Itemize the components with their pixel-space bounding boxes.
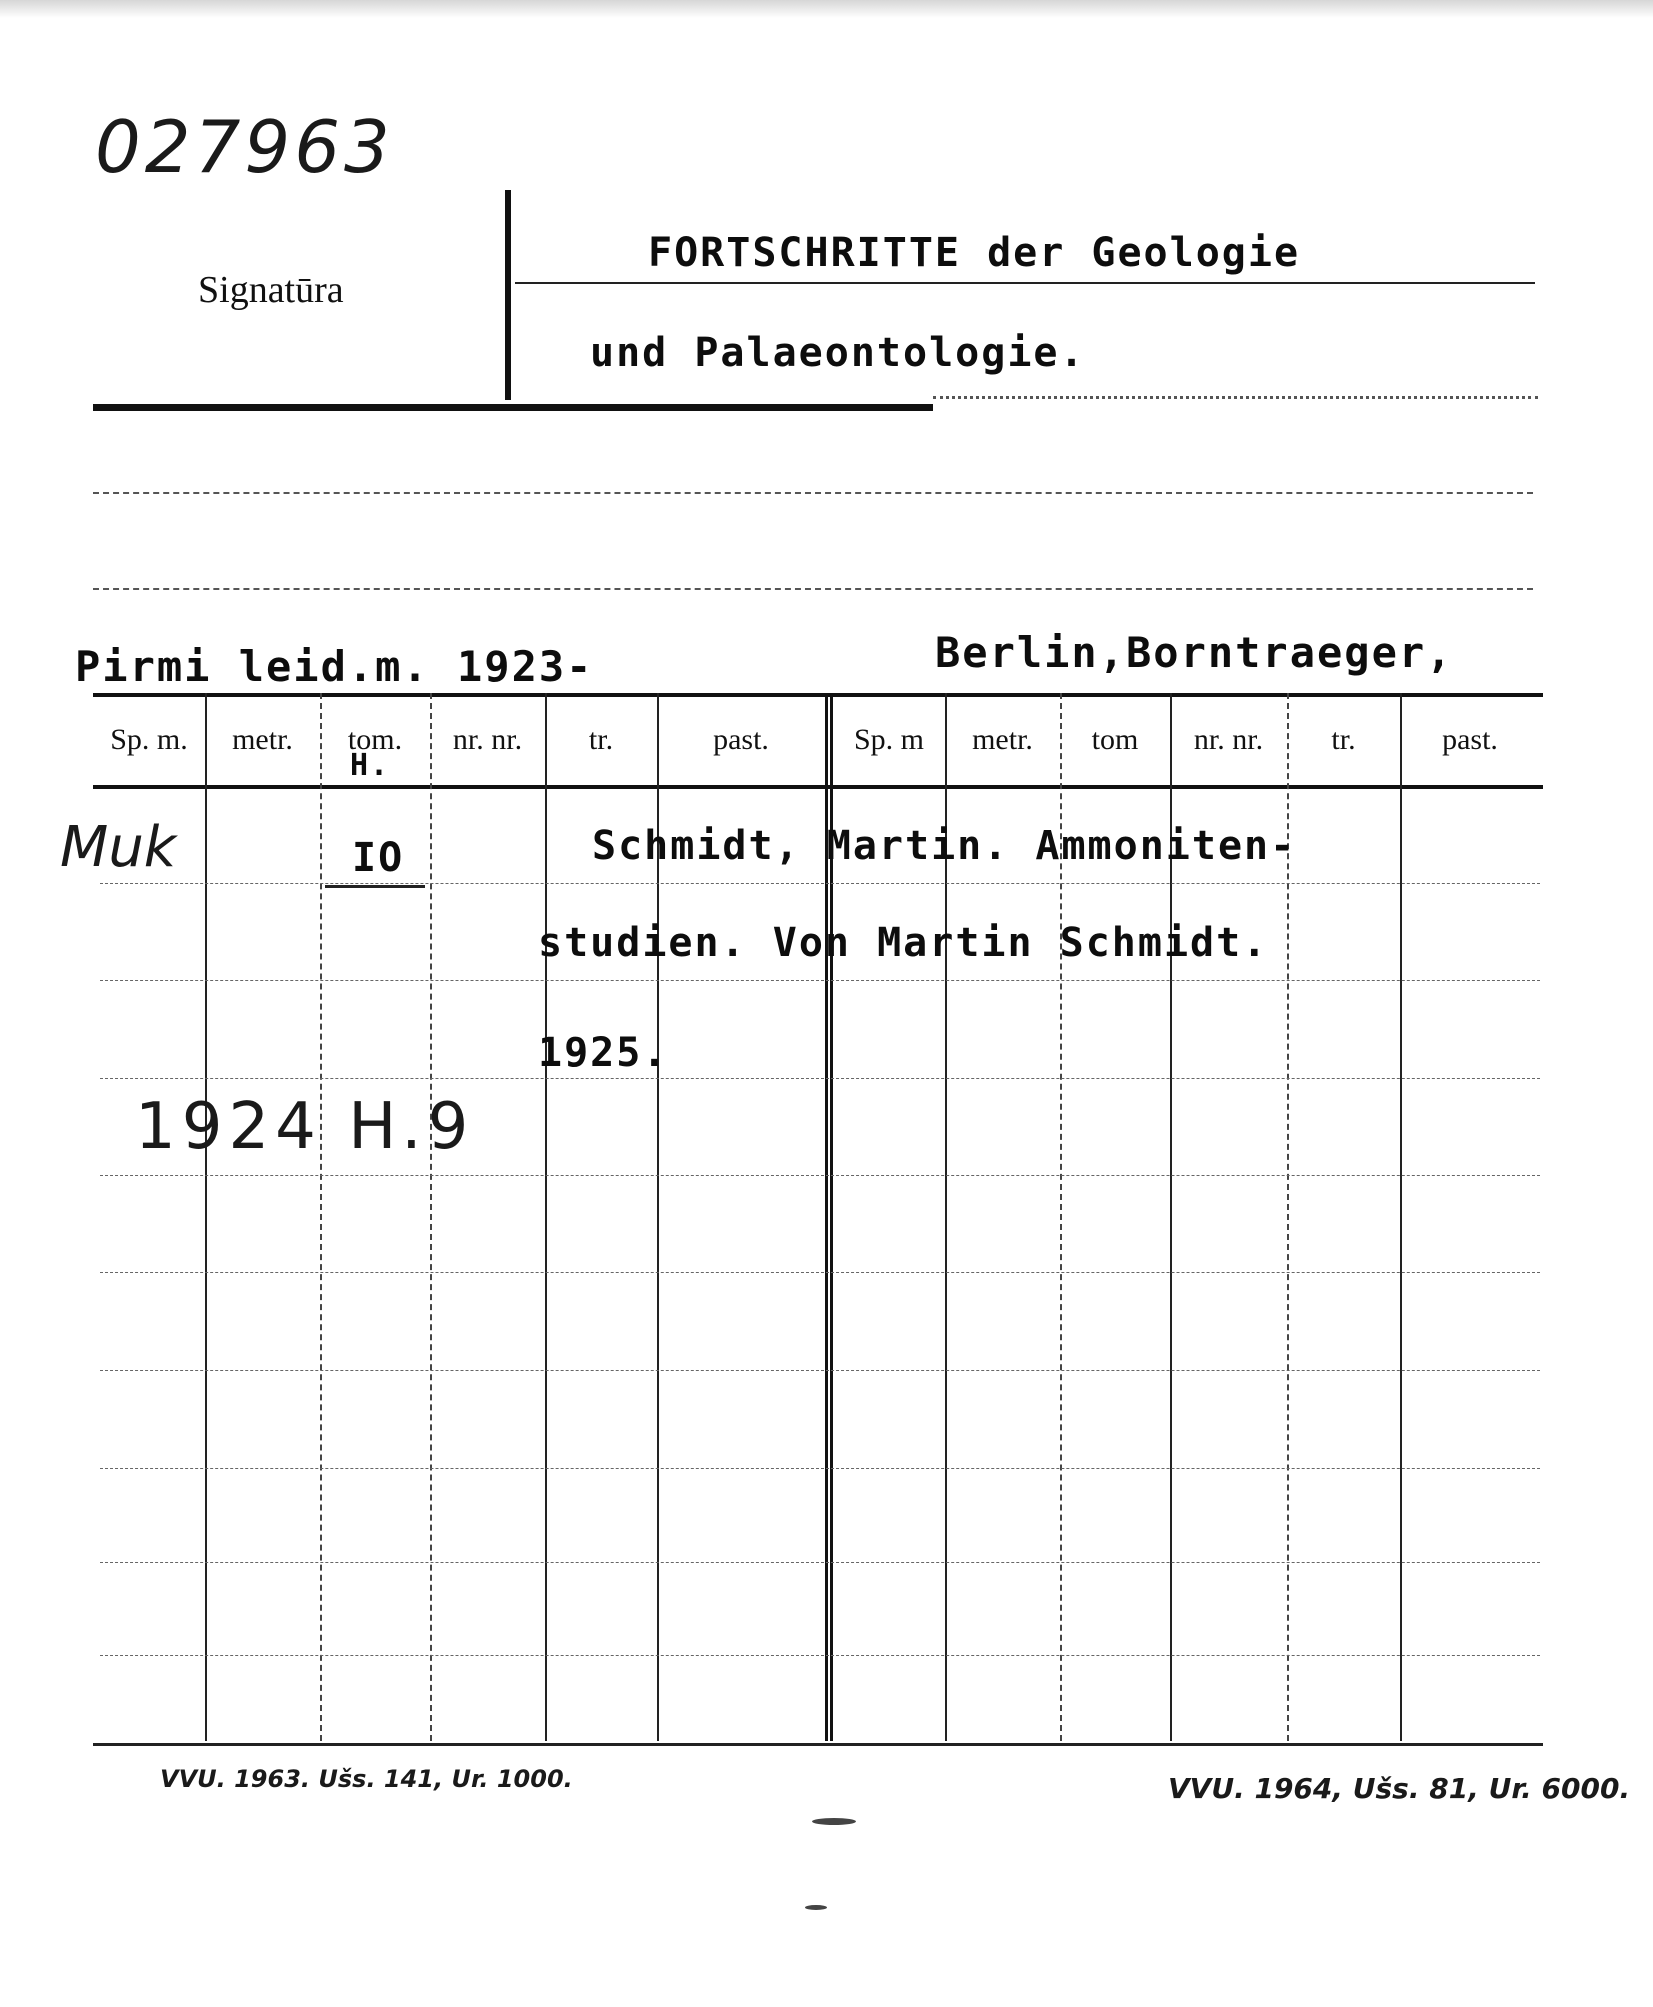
entry-line-1: Schmidt, Martin. Ammoniten- [592, 823, 1297, 869]
col-line [205, 693, 207, 1741]
col-header-tom-left: tom. [347, 723, 403, 756]
entry-tom-mark: H. [350, 748, 391, 783]
header-divider [505, 190, 511, 400]
header-bottom-rule [93, 404, 933, 411]
footer-left-note: VVU. 1963. Ušs. 141, Ur. 1000. [160, 1765, 573, 1793]
header-bottom-rule-faint [933, 396, 1538, 399]
issue-line: Pirmi leid.m. 1923- [75, 642, 594, 691]
col-line [320, 693, 322, 1741]
col-header-metr-right: metr. [972, 723, 1033, 756]
row-line [100, 883, 1540, 884]
col-header-tom-right: tom [1091, 723, 1139, 756]
col-header-sp-m-right: Sp. m [853, 723, 925, 756]
col-header-metr-left: metr. [232, 723, 293, 756]
column-header-rule [93, 785, 1543, 789]
scan-mark [805, 1905, 827, 1910]
blank-line-2 [93, 588, 1533, 590]
col-line [1400, 693, 1402, 1741]
tom-underline [325, 885, 425, 888]
row-line [100, 1655, 1540, 1656]
col-header-past-left: past. [713, 723, 769, 756]
row-line [100, 1370, 1540, 1371]
footer-right-note: VVU. 1964, Ušs. 81, Ur. 6000. [1168, 1772, 1631, 1805]
col-header-tr-right: tr. [1331, 723, 1356, 756]
col-header-past-right: past. [1442, 723, 1498, 756]
entry-sp-m: Muk [60, 815, 177, 880]
entry-line-3: 1925. [538, 1030, 669, 1076]
table-bottom-rule [93, 1743, 1543, 1746]
row-line [100, 1175, 1540, 1176]
col-header-tr-left: tr. [588, 723, 614, 756]
entry-line-2: studien. Von Martin Schmidt. [538, 920, 1269, 966]
row-line [100, 980, 1540, 981]
row-line [100, 1272, 1540, 1273]
row-line [100, 1078, 1540, 1079]
col-line [430, 693, 432, 1741]
blank-line-1 [93, 492, 1533, 494]
col-header-nr-left: nr. nr. [452, 723, 523, 756]
row-line [100, 1468, 1540, 1469]
col-line [545, 693, 547, 1741]
card-number: 027963 [95, 105, 394, 189]
title-underline-1 [515, 282, 1535, 284]
scan-mark [812, 1818, 856, 1825]
title-line-2: und Palaeontologie. [590, 330, 1086, 376]
publisher: Berlin,Borntraeger, [935, 628, 1454, 677]
signatura-label: Signatūra [198, 269, 344, 311]
title-line-1: FORTSCHRITTE der Geologie [648, 230, 1301, 276]
handwritten-year: 1924 H.9 [135, 1090, 475, 1164]
col-header-nr-right: nr. nr. [1193, 723, 1264, 756]
table-top-rule [93, 693, 1543, 697]
row-line [100, 1562, 1540, 1563]
entry-tom-value: IO [352, 835, 405, 881]
scan-edge-noise [0, 0, 1653, 18]
col-header-sp-m-left: Sp. m. [110, 723, 188, 756]
